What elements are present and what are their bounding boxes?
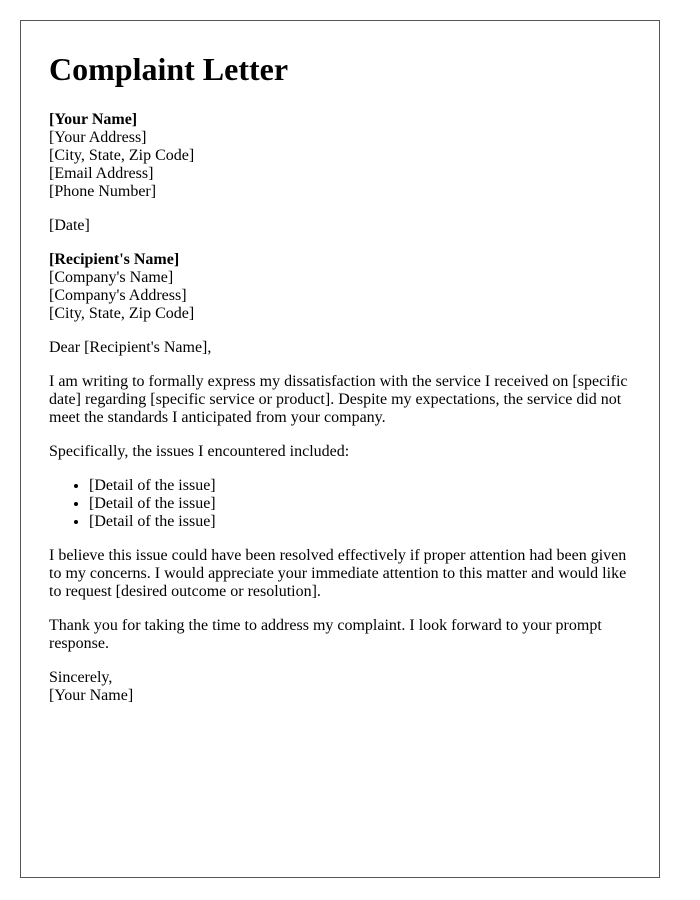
list-item: • [Detail of the issue] xyxy=(89,477,631,495)
sender-block xyxy=(49,111,631,201)
list-item: • [Detail of the issue] xyxy=(89,495,631,513)
salutation: Dear [Recipient's Name], xyxy=(49,339,212,356)
issues-intro-paragraph: Specifically, the issues I encountered included: xyxy=(49,443,350,460)
letter-date: [Date] xyxy=(49,217,90,234)
closing-paragraph: Thank you for taking the time to address my complaint. I look forward to your prompt response. xyxy=(49,617,602,652)
recipient-company-address: [Company's Address] xyxy=(49,287,187,304)
sender-city-state-zip: [City, State, Zip Code] xyxy=(49,147,195,164)
intro-paragraph: I am writing to formally express my dissatisfaction with the service I received on [specific date] regarding [specific service or product]. Despite my expectations, the service did not meet the standards I anticipated from your company. xyxy=(49,373,628,426)
date-block xyxy=(49,217,631,235)
sender-name: [Your Name] xyxy=(49,111,138,128)
issues-list xyxy=(49,477,631,531)
recipient-name: [Recipient's Name] xyxy=(49,251,180,268)
recipient-company: [Company's Name] xyxy=(49,269,174,286)
resolution-paragraph: I believe this issue could have been resolved effectively if proper attention had been given to my concerns. I would appreciate your immediate attention to this matter and would like to request [desired outcome or resolution]. xyxy=(49,547,627,600)
recipient-block xyxy=(49,251,631,323)
recipient-city-state-zip: [City, State, Zip Code] xyxy=(49,305,195,322)
letter-page xyxy=(20,20,660,878)
signoff-name: [Your Name] xyxy=(49,687,134,704)
sender-address: [Your Address] xyxy=(49,129,147,146)
letter-title: Complaint Letter xyxy=(49,51,289,87)
sender-email: [Email Address] xyxy=(49,165,154,182)
sender-phone: [Phone Number] xyxy=(49,183,157,200)
signoff-block xyxy=(49,669,631,705)
valediction: Sincerely, xyxy=(49,669,113,686)
list-item: • [Detail of the issue] xyxy=(89,513,631,531)
